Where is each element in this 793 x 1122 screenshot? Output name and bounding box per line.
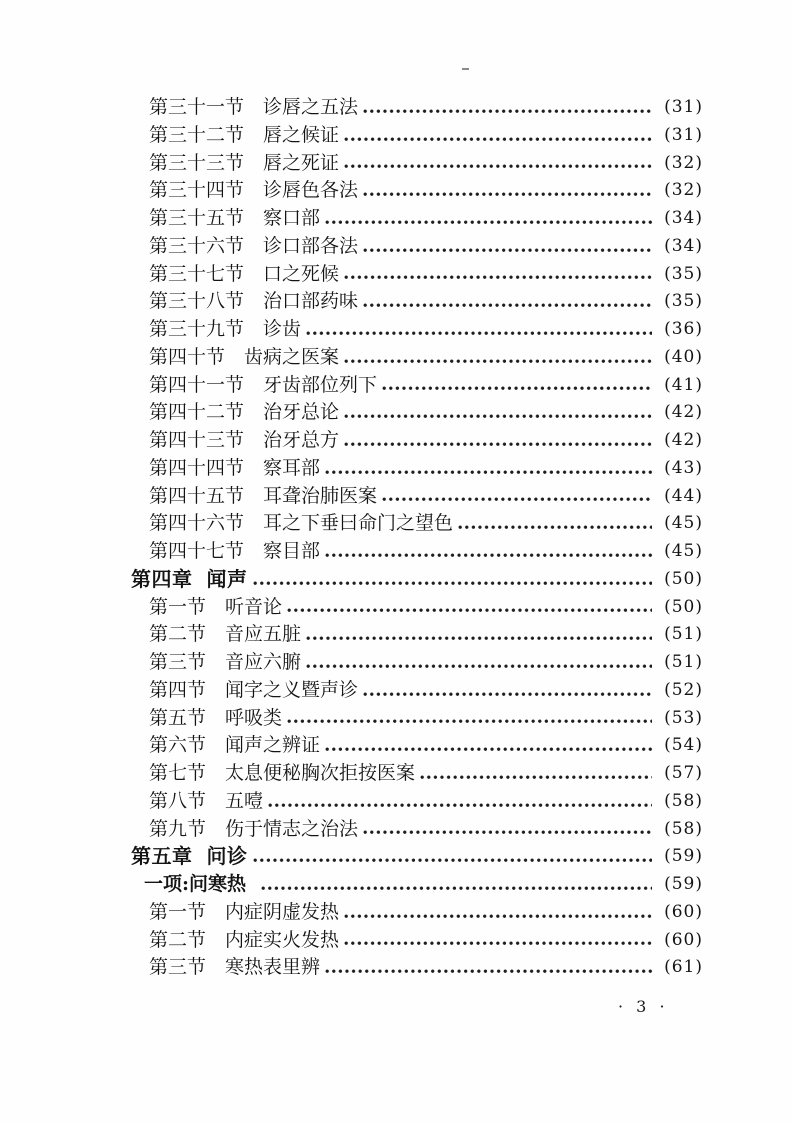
- dot-leader: [344, 414, 652, 420]
- entry-title: 唇之候证: [263, 123, 340, 146]
- toc-entry: [0, 788, 793, 816]
- entry-number: 第三十九节: [149, 318, 245, 340]
- entry-number: 第四十七节: [149, 540, 245, 562]
- entry-page-number: (34): [664, 208, 703, 228]
- entry-page-number: (43): [664, 457, 703, 478]
- entry-number: 第四十六节: [149, 512, 245, 535]
- entry-page-number: (59): [664, 846, 703, 867]
- entry-number: 第八节: [149, 789, 207, 812]
- toc-entry: [0, 372, 793, 400]
- entry-page-number: (57): [664, 763, 703, 783]
- entry-title: 治牙总方: [263, 429, 340, 451]
- entry-page-number: (32): [664, 180, 703, 201]
- entry-title: 太息便秘胸次拒按医案: [225, 762, 416, 784]
- toc-entry: [0, 649, 793, 677]
- entry-number: 第四十二节: [149, 401, 245, 424]
- entry-number: 第二节: [149, 928, 207, 951]
- dot-leader: [344, 275, 652, 281]
- entry-title: 牙齿部位列下: [263, 373, 378, 396]
- entry-title: 治口部药味: [263, 290, 359, 313]
- toc-entry: [0, 927, 793, 955]
- dot-leader: [253, 581, 653, 587]
- dot-leader: [306, 664, 652, 670]
- entry-page-number: (35): [664, 291, 703, 312]
- toc-entry: [0, 455, 793, 483]
- entry-title: 听音论: [225, 595, 283, 618]
- entry-page-number: (60): [664, 901, 703, 922]
- dot-leader: [363, 192, 652, 198]
- dot-leader: [382, 386, 652, 392]
- toc-entry: [0, 122, 793, 150]
- entry-page-number: (31): [664, 97, 703, 117]
- entry-title: 音应六腑: [225, 651, 302, 673]
- entry-page-number: (60): [664, 929, 703, 950]
- entry-title: 齿病之医案: [244, 345, 340, 368]
- dot-leader: [268, 803, 652, 809]
- toc-entry: [0, 427, 793, 455]
- entry-title: 五噎: [225, 789, 264, 812]
- entry-number: 第六节: [149, 734, 207, 757]
- entry-title: 察口部: [263, 207, 321, 229]
- entry-title: 伤于情志之治法: [225, 817, 359, 840]
- dot-leader: [325, 969, 652, 975]
- entry-page-number: (45): [664, 541, 703, 561]
- entry-title: 闻声: [206, 566, 248, 591]
- entry-title: 寒热表里辨: [225, 956, 321, 979]
- entry-page-number: (53): [664, 707, 703, 728]
- entry-number: 第三节: [149, 956, 207, 979]
- dot-leader: [287, 608, 652, 614]
- toc-entry: [0, 954, 793, 982]
- toc-entry: [0, 594, 793, 622]
- entry-title: 内症阴虚发热: [225, 900, 340, 923]
- entry-page-number: (35): [664, 263, 703, 284]
- entry-title: 察耳部: [263, 456, 321, 479]
- dot-leader: [306, 636, 652, 642]
- entry-number: 第三十五节: [149, 207, 245, 229]
- dot-leader: [344, 164, 652, 170]
- toc-entry: [0, 899, 793, 927]
- toc-entry: [0, 566, 793, 594]
- toc-entry: [0, 316, 793, 344]
- entry-number: 第四十节: [149, 345, 226, 368]
- entry-title: 诊口部各法: [263, 234, 359, 257]
- entry-page-number: (41): [664, 374, 703, 395]
- toc-entry: [0, 871, 793, 899]
- entry-page-number: (54): [664, 735, 703, 756]
- dot-leader: [458, 525, 652, 531]
- toc-entry: [0, 205, 793, 233]
- toc-entry: [0, 510, 793, 538]
- dot-leader: [325, 747, 652, 753]
- entry-number: 第五节: [149, 706, 207, 729]
- dot-leader: [287, 719, 652, 725]
- entry-number: 第九节: [149, 817, 207, 840]
- entry-page-number: (45): [664, 513, 703, 534]
- toc-entry: [0, 732, 793, 760]
- entry-number: 第三十四节: [149, 179, 245, 202]
- entry-number: 一项:问寒热: [144, 873, 247, 895]
- entry-page-number: (36): [664, 319, 703, 339]
- toc-entry: [0, 538, 793, 566]
- toc-entry: [0, 677, 793, 705]
- toc-entry: [0, 399, 793, 427]
- entry-title: 诊齿: [263, 318, 302, 340]
- scan-artifact-dash: [462, 68, 469, 70]
- entry-page-number: (50): [664, 596, 703, 617]
- dot-leader: [420, 775, 652, 781]
- entry-title: 治牙总论: [263, 401, 340, 424]
- entry-number: 第一节: [149, 900, 207, 923]
- entry-title: 内症实火发热: [225, 928, 340, 951]
- entry-title: 耳之下垂曰命门之望色: [263, 512, 454, 535]
- entry-title: 问诊: [206, 844, 248, 869]
- entry-page-number: (59): [664, 874, 703, 894]
- entry-number: 第四节: [149, 678, 207, 701]
- entry-title: 闻字之义暨声诊: [225, 678, 359, 701]
- entry-page-number: (58): [664, 790, 703, 811]
- dot-leader: [344, 137, 652, 143]
- toc-entry: [0, 177, 793, 205]
- entry-number: 第二节: [149, 623, 207, 646]
- toc-entry: [0, 760, 793, 788]
- toc-entry: [0, 150, 793, 178]
- toc-entry: [0, 816, 793, 844]
- entry-page-number: (51): [664, 652, 703, 672]
- entry-title: 耳聋治肺医案: [263, 484, 378, 507]
- entry-number: 第七节: [149, 762, 207, 784]
- entry-number: 第三十二节: [149, 123, 245, 146]
- entry-title: 口之死候: [263, 262, 340, 285]
- entry-title: 察目部: [263, 540, 321, 562]
- dot-leader: [344, 941, 652, 947]
- entry-page-number: (58): [664, 818, 703, 839]
- toc-entry: [0, 94, 793, 122]
- dot-leader: [325, 553, 652, 559]
- table-of-contents: [0, 94, 793, 982]
- toc-entry: [0, 288, 793, 316]
- dot-leader: [382, 497, 652, 503]
- entry-title: 唇之死证: [263, 151, 340, 174]
- dot-leader: [325, 220, 652, 226]
- dot-leader: [363, 248, 652, 254]
- dot-leader: [344, 442, 652, 448]
- entry-title: 诊唇之五法: [263, 96, 359, 118]
- entry-title: 诊唇色各法: [263, 179, 359, 202]
- entry-number: 第四十一节: [149, 373, 245, 396]
- entry-page-number: (52): [664, 679, 703, 700]
- entry-page-number: (31): [664, 124, 703, 145]
- entry-number: 第三节: [149, 651, 207, 673]
- entry-number: 第三十六节: [149, 234, 245, 257]
- toc-entry: [0, 261, 793, 289]
- toc-entry: [0, 705, 793, 733]
- dot-leader: [306, 331, 652, 337]
- dot-leader: [363, 692, 652, 698]
- entry-number: 第三十八节: [149, 290, 245, 313]
- entry-page-number: (44): [664, 485, 703, 506]
- entry-number: 第四十三节: [149, 429, 245, 451]
- entry-number: 第四十五节: [149, 484, 245, 507]
- entry-page-number: (50): [664, 568, 703, 589]
- dot-leader: [325, 470, 652, 476]
- entry-page-number: (40): [664, 346, 703, 367]
- entry-page-number: (51): [664, 624, 703, 645]
- toc-entry: [0, 483, 793, 511]
- entry-number: 第三十七节: [149, 262, 245, 285]
- toc-entry: [0, 344, 793, 372]
- dot-leader: [363, 830, 652, 836]
- entry-number: 第五章: [131, 844, 193, 869]
- page-number-footer: · 3 ·: [618, 997, 669, 1016]
- toc-entry: [0, 843, 793, 871]
- entry-number: 第一节: [149, 595, 207, 618]
- dot-leader: [261, 886, 652, 892]
- dot-leader: [344, 359, 652, 365]
- dot-leader: [363, 109, 652, 115]
- entry-number: 第四十四节: [149, 456, 245, 479]
- dot-leader: [253, 858, 653, 864]
- entry-title: 音应五脏: [225, 623, 302, 646]
- entry-number: 第三十三节: [149, 151, 245, 174]
- entry-number: 第四章: [131, 566, 193, 591]
- dot-leader: [363, 303, 652, 309]
- dot-leader: [344, 914, 652, 920]
- entry-number: 第三十一节: [149, 96, 245, 118]
- entry-page-number: (32): [664, 152, 703, 173]
- entry-page-number: (34): [664, 235, 703, 256]
- toc-entry: [0, 621, 793, 649]
- entry-page-number: (42): [664, 402, 703, 423]
- entry-title: 闻声之辨证: [225, 734, 321, 757]
- toc-entry: [0, 233, 793, 261]
- entry-page-number: (42): [664, 430, 703, 450]
- entry-page-number: (61): [664, 957, 703, 978]
- entry-title: 呼吸类: [225, 706, 283, 729]
